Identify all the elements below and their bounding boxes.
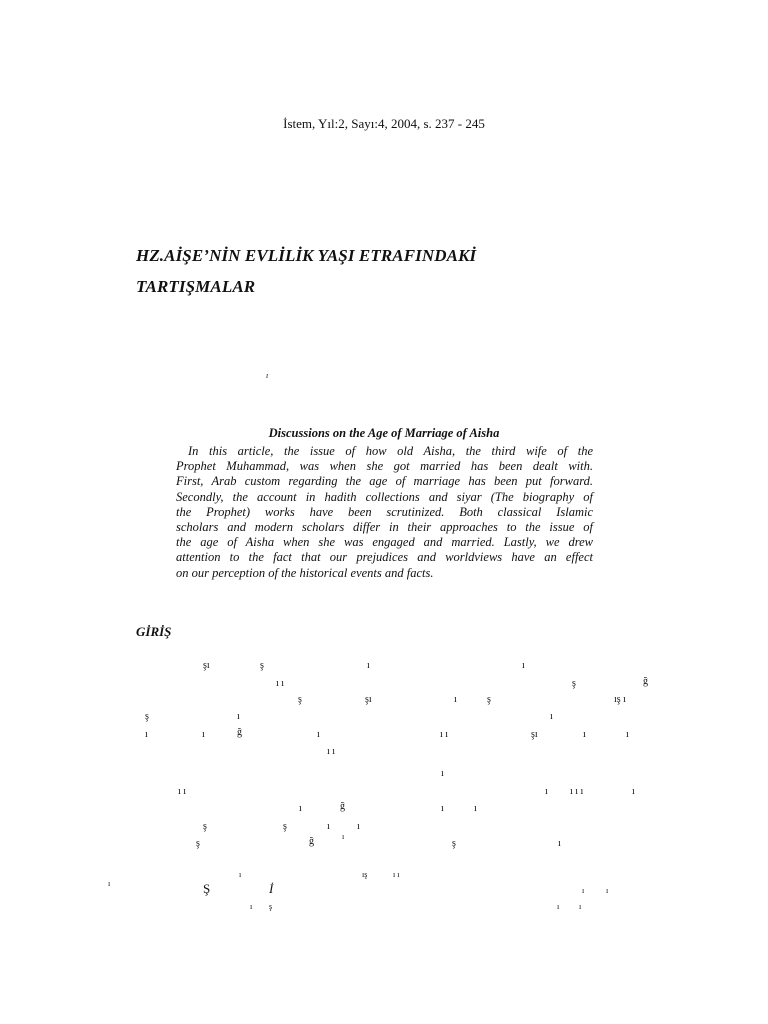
abstract-line: In this article, the issue of how old Aisha, the third wife of the	[188, 444, 593, 458]
body-fragment: ı ı	[393, 870, 400, 879]
body-fragment: ğ	[309, 836, 314, 847]
body-fragment: ı	[522, 660, 525, 671]
body-fragment: ş	[572, 678, 576, 689]
body-fragment: ş	[203, 821, 207, 832]
body-fragment: ş	[298, 694, 302, 705]
body-fragment: şı	[203, 660, 210, 671]
abstract-line: Secondly, the account in hadith collections and siyar (The biography of	[176, 489, 593, 504]
body-fragment: ı ı	[440, 729, 449, 740]
body-fragment: ş	[145, 711, 149, 722]
body-fragment: ı	[367, 660, 370, 671]
abstract-line: the Prophet) works have been scrutinized. Both classical Islamic	[176, 504, 593, 519]
body-fragment: ş	[452, 838, 456, 849]
body-fragment: ğ	[643, 676, 648, 687]
body-fragment: İ	[269, 881, 274, 896]
body-fragment: ı	[202, 729, 205, 740]
body-fragment: ı	[239, 870, 242, 879]
body-fragment: ı	[342, 832, 345, 841]
body-fragment: ı ı ı	[570, 786, 584, 797]
body-fragment: ı	[327, 821, 330, 832]
body-fragment: ğ	[237, 727, 242, 738]
body-fragment: ı	[583, 729, 586, 740]
body-fragment: ı	[108, 879, 111, 888]
body-fragment: ı	[632, 786, 635, 797]
paper-title-line-2: TARTIŞMALAR	[136, 277, 256, 296]
body-fragment: ı	[558, 838, 561, 849]
body-fragment: ı	[357, 821, 360, 832]
author-footnote-mark: ı	[266, 371, 269, 380]
citation-line: İstem, Yıl:2, Sayı:4, 2004, s. 237 - 245	[283, 116, 485, 131]
body-fragment: ı	[237, 711, 240, 722]
body-fragment: ı	[250, 902, 253, 911]
paper-title-line-1: HZ.AİŞE’NİN EVLİLİK YAŞI ETRAFINDAKİ	[136, 246, 477, 265]
body-fragment: ı	[550, 711, 553, 722]
body-fragment: ı	[441, 768, 444, 779]
body-fragment: ı ı	[276, 678, 285, 689]
body-fragment: ı	[557, 902, 560, 911]
body-fragment: ş	[487, 694, 491, 705]
body-fragment: ş	[283, 821, 287, 832]
abstract-line: the age of Aisha when she was engaged and married. Lastly, we drew	[176, 535, 593, 550]
body-fragment: ş	[260, 660, 264, 671]
body-fragment: Ş	[203, 881, 211, 896]
abstract-line: attention to the fact that our prejudices and worldviews have an effect	[176, 550, 593, 565]
body-fragment: ış	[362, 870, 368, 879]
body-fragment: ı	[579, 902, 582, 911]
body-fragment: ı ı	[178, 786, 187, 797]
abstract-line: Prophet Muhammad, was when she got married has been dealt with.	[176, 459, 593, 474]
body-fragment: ş	[269, 902, 273, 911]
body-fragment: ı	[299, 803, 302, 814]
body-fragment: ı	[317, 729, 320, 740]
body-fragment: ı	[545, 786, 548, 797]
body-fragment: şı	[531, 729, 538, 740]
abstract-body	[176, 444, 593, 581]
body-fragment: ı	[145, 729, 148, 740]
section-heading: GİRİŞ	[136, 624, 172, 639]
body-fragment: ı	[626, 729, 629, 740]
body-fragment: ı	[441, 803, 444, 814]
body-fragment: ış ı	[614, 694, 626, 705]
body-fragment: ı	[582, 886, 585, 895]
body-fragment: ı	[474, 803, 477, 814]
body-fragment: ş	[196, 838, 200, 849]
abstract-line: First, Arab custom regarding the age of marriage has been put forward.	[176, 474, 593, 489]
abstract-title: Discussions on the Age of Marriage of Aisha	[268, 426, 500, 440]
body-fragment: ı	[606, 886, 609, 895]
abstract-line: on our perception of the historical events and facts.	[176, 565, 434, 580]
body-fragment: ı ı	[327, 746, 336, 757]
body-fragment: şı	[365, 694, 372, 705]
abstract-line: scholars and modern scholars differ in their approaches to the issue of	[176, 519, 593, 534]
body-fragment: ğ	[340, 801, 345, 812]
body-fragment: ı	[454, 694, 457, 705]
